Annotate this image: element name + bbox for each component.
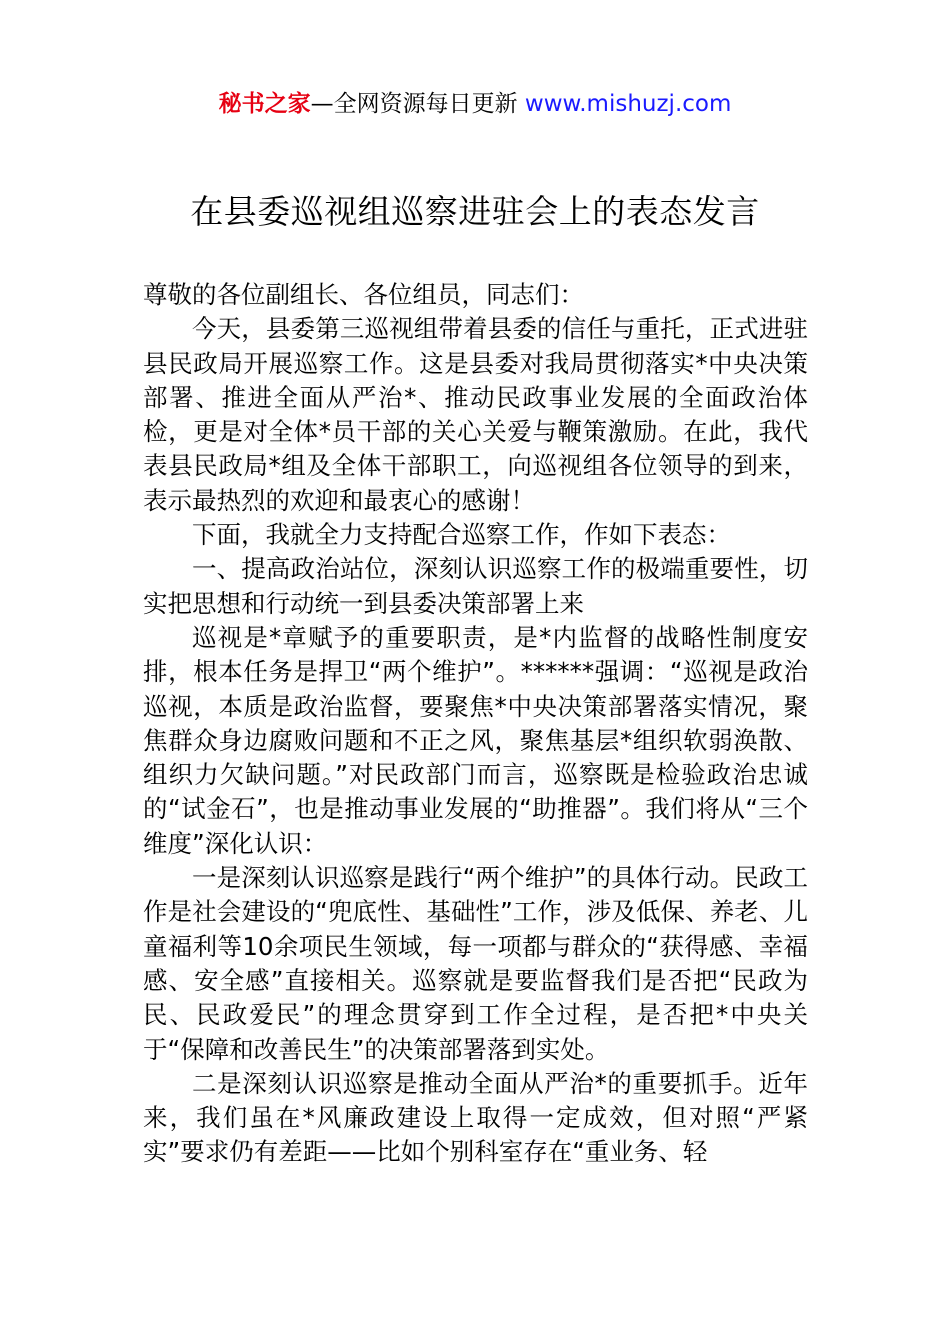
document-title: 在县委巡视组巡察进驻会上的表态发言	[190, 192, 760, 231]
paragraph: 一是深刻认识巡察是践行“两个维护”的具体行动。民政工作是社会建设的“兜底性、基础性”工作，涉及低保、养老、儿童福利等10余项民生领域，每一项都与群众的“获得感、幸福感、安全感”直接相关。巡察就是要监督我们是否把“民政为民、民政爱民”的理念贯穿到工作全过程，是否把*中央关于“保障和改善民生”的决策部署落到实处。	[143, 863, 808, 1064]
site-url-link[interactable]: www.mishuzj.com	[524, 91, 732, 117]
section-heading: 一、提高政治站位，深刻认识巡察工作的极端重要性，切实把思想和行动统一到县委决策部署上来	[143, 554, 808, 618]
paragraph: 巡视是*章赋予的重要职责，是*内监督的战略性制度安排，根本任务是捍卫“两个维护”。******强调：“巡视是政治巡视，本质是政治监督，要聚焦*中央决策部署落实情况，聚焦群众身边腐败问题和不正之风，聚焦基层*组织软弱涣散、组织力欠缺问题。”对民政部门而言，巡察既是检验政治忠诚的“试金石”，也是推动事业发展的“助推器”。我们将从“三个维度”深化认识：	[143, 622, 808, 858]
site-brand: 秘书之家	[218, 91, 311, 117]
paragraph: 二是深刻认识巡察是推动全面从严治*的重要抓手。近年来，我们虽在*风廉政建设上取得一定成效，但对照“严紧实”要求仍有差距——比如个别科室存在“重业务、轻	[143, 1068, 808, 1167]
paragraph: 今天，县委第三巡视组带着县委的信任与重托，正式进驻县民政局开展巡察工作。这是县委对我局贯彻落实*中央决策部署、推进全面从严治*、推动民政事业发展的全面政治体检，更是对全体*员干部的关心关爱与鞭策激励。在此，我代表县民政局*组及全体干部职工，向巡视组各位领导的到来，表示最热烈的欢迎和最衷心的感谢！	[143, 314, 808, 515]
site-header	[0, 86, 950, 122]
document-body	[143, 278, 808, 1170]
salutation: 尊敬的各位副组长、各位组员，同志们：	[143, 280, 584, 309]
paragraph: 下面，我就全力支持配合巡察工作，作如下表态：	[192, 520, 731, 550]
site-slogan: —全网资源每日更新	[310, 91, 525, 117]
